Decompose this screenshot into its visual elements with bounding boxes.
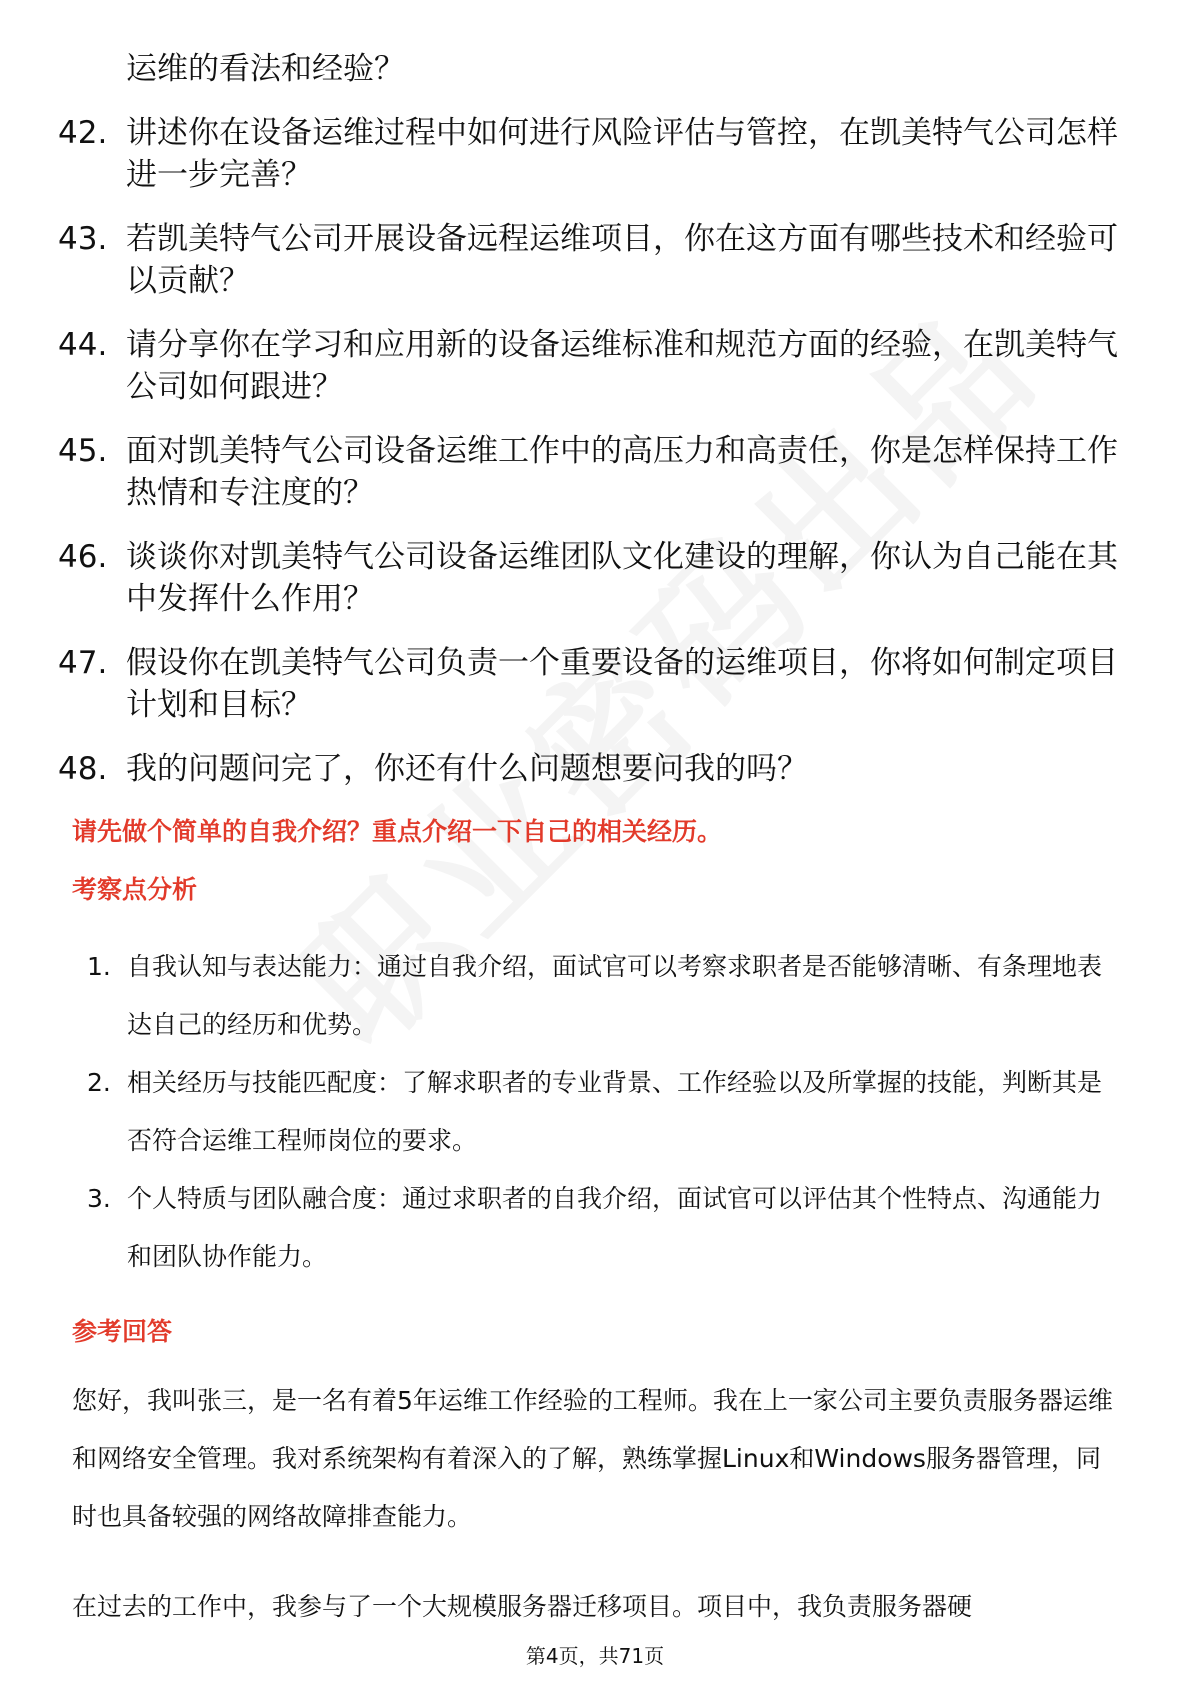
question-item — [58, 748, 1138, 790]
question-item — [58, 324, 1138, 408]
analysis-text: 自我认知与表达能力：通过自我介绍，面试官可以考察求职者是否能够清晰、有条理地表达自己的经历和优势。 — [127, 952, 1103, 1039]
question-number: 44. — [58, 327, 108, 363]
analysis-number: 2. — [87, 1068, 111, 1097]
question-text: 讲述你在设备运维过程中如何进行风险评估与管控，在凯美特气公司怎样进一步完善？ — [126, 115, 1118, 193]
question-item — [58, 642, 1138, 726]
page-footer: 第4页，共71页 — [525, 1644, 665, 1668]
question-list — [58, 48, 1138, 812]
analysis-heading: 考察点分析 — [72, 875, 198, 904]
analysis-list — [72, 938, 1102, 1286]
question-number: 48. — [58, 751, 108, 787]
question-number: 45. — [58, 433, 108, 469]
question-item — [58, 218, 1138, 302]
question-text: 面对凯美特气公司设备运维工作中的高压力和高责任，你是怎样保持工作热情和专注度的？ — [126, 433, 1118, 511]
analysis-text: 个人特质与团队融合度：通过求职者的自我介绍，面试官可以评估其个性特点、沟通能力和团队协作能力。 — [127, 1184, 1103, 1271]
question-text: 假设你在凯美特气公司负责一个重要设备的运维项目，你将如何制定项目计划和目标？ — [126, 645, 1118, 723]
question-number: 43. — [58, 221, 108, 257]
analysis-item — [72, 1054, 1102, 1170]
question-number: 42. — [58, 115, 108, 151]
question-text: 若凯美特气公司开展设备远程运维项目，你在这方面有哪些技术和经验可以贡献？ — [126, 221, 1118, 299]
question-continuation: 运维的看法和经验？ — [126, 51, 405, 87]
reference-heading: 参考回答 — [72, 1317, 173, 1346]
question-item — [58, 536, 1138, 620]
question-item — [58, 112, 1138, 196]
analysis-number: 1. — [87, 952, 111, 981]
question-text: 请分享你在学习和应用新的设备运维标准和规范方面的经验，在凯美特气公司如何跟进？ — [126, 327, 1118, 405]
question-text: 谈谈你对凯美特气公司设备运维团队文化建设的理解，你认为自己能在其中发挥什么作用？ — [126, 539, 1118, 617]
question-item — [58, 430, 1138, 514]
analysis-number: 3. — [87, 1184, 111, 1213]
question-number: 47. — [58, 645, 108, 681]
analysis-text: 相关经历与技能匹配度：了解求职者的专业背景、工作经验以及所掌握的技能，判断其是否符合运维工程师岗位的要求。 — [127, 1068, 1103, 1155]
intro-question-heading: 请先做个简单的自我介绍？重点介绍一下自己的相关经历。 — [72, 817, 723, 846]
question-number: 46. — [58, 539, 108, 575]
reference-paragraph: 您好，我叫张三，是一名有着5年运维工作经验的工程师。我在上一家公司主要负责服务器运维和网络安全管理。我对系统架构有着深入的了解，熟练掌握Linux和Windows服务器管理，同时也具备较强的网络故障排查能力。 — [72, 1386, 1113, 1531]
question-text: 我的问题问完了，你还有什么问题想要问我的吗？ — [126, 751, 808, 787]
analysis-item — [72, 1170, 1102, 1286]
reference-paragraph: 在过去的工作中，我参与了一个大规模服务器迁移项目。项目中，我负责服务器硬 — [72, 1592, 973, 1621]
analysis-item — [72, 938, 1102, 1054]
